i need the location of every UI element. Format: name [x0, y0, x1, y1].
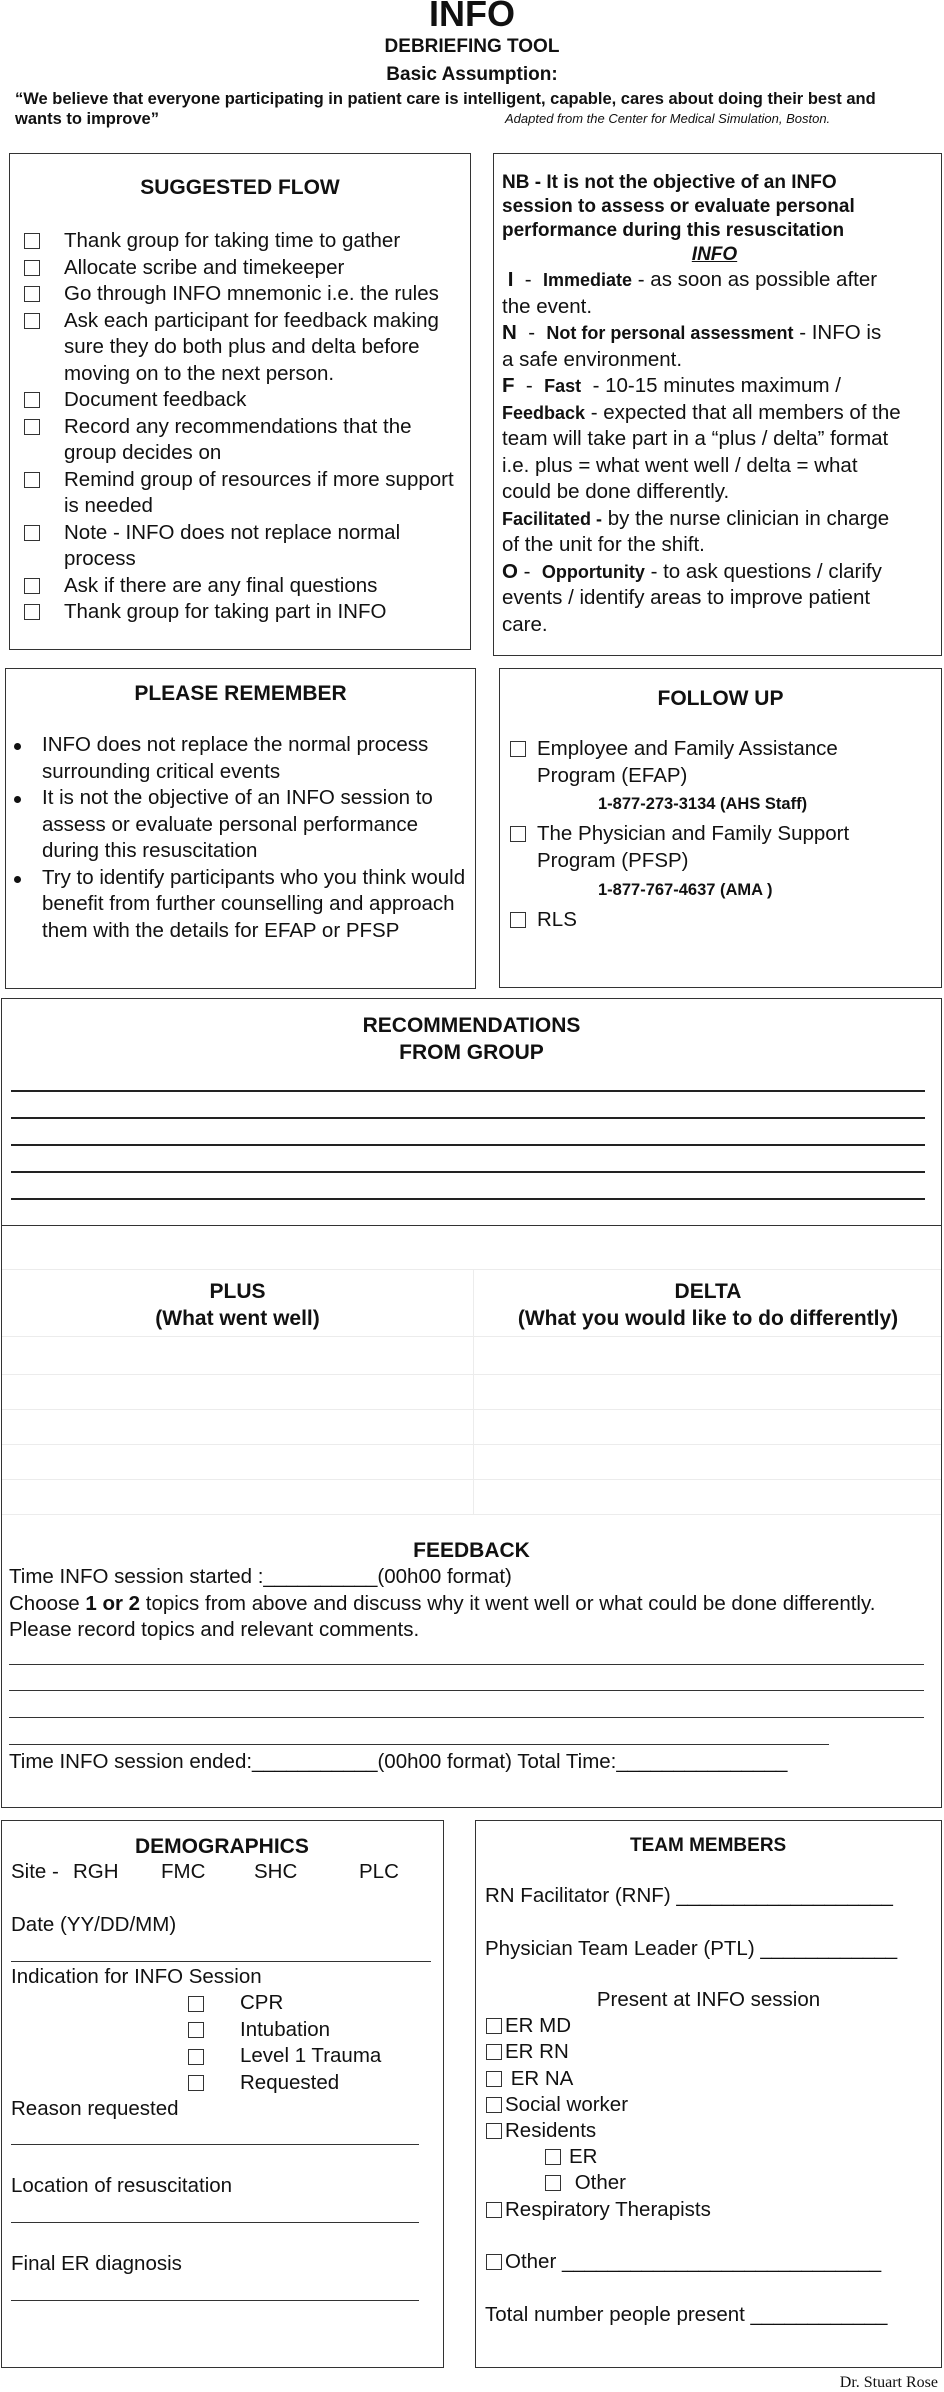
reason-line[interactable]	[11, 2144, 419, 2145]
role-option: Residents	[505, 2119, 597, 2142]
remember-bullet: INFO does not replace the normal process surrounding critical events	[14, 732, 467, 785]
checkbox[interactable]	[510, 741, 526, 757]
checkbox[interactable]	[188, 2075, 204, 2091]
info-mnemonic-panel	[493, 153, 942, 656]
remember-bullet: Try to identify participants who you think would benefit from further counselling and approach them with the details for EFAP or PFSP	[14, 865, 467, 945]
please-remember-title: PLEASE REMEMBER	[134, 682, 347, 705]
mnemonic-text: of the unit for the shift.	[502, 533, 705, 556]
role-option: Social worker	[505, 2093, 629, 2116]
flow-item: Remind group of resources if more support is needed	[24, 467, 462, 520]
checkbox[interactable]	[24, 419, 40, 435]
flow-item: Record any recommendations that the group decides on	[24, 414, 462, 467]
mnemonic-text: i.e. plus = what went well / delta = what	[502, 453, 858, 477]
rn-facilitator-field[interactable]: RN Facilitator (RNF) ___________________	[485, 1884, 893, 1907]
nb-line: NB - It is not the objective of an INFO	[502, 172, 837, 193]
checkbox[interactable]	[24, 392, 40, 408]
date-label: Date (YY/DD/MM)	[11, 1913, 177, 1936]
flow-item: Go through INFO mnemonic i.e. the rules	[24, 281, 462, 308]
checkbox[interactable]	[510, 912, 526, 928]
demographics-title: DEMOGRAPHICS	[135, 1835, 309, 1858]
delta-column-header: DELTA (What you would like to do differently)	[517, 1280, 899, 1330]
mnemonic-text: a safe environment.	[502, 347, 683, 371]
checkbox[interactable]	[188, 2022, 204, 2038]
resident-type-option: Other	[569, 2171, 626, 2194]
flow-item: Thank group for taking time to gather	[24, 228, 462, 255]
site-option[interactable]: PLC	[359, 1860, 399, 1883]
checkbox[interactable]	[486, 2097, 502, 2113]
please-remember-panel	[5, 668, 476, 989]
mnemonic-text: team will take part in a “plus / delta” format	[502, 427, 889, 450]
date-line[interactable]	[11, 1961, 431, 1962]
flow-item: Ask each participant for feedback making sure they do both plus and delta before moving on to the next person.	[24, 308, 462, 388]
basic-assumption-label: Basic Assumption:	[386, 64, 558, 85]
comment-line[interactable]	[9, 1744, 829, 1745]
total-present-field[interactable]: Total number people present ____________	[485, 2303, 888, 2326]
present-label: Present at INFO session	[596, 1988, 821, 2011]
role-option: Respiratory Therapists	[505, 2198, 711, 2221]
efap-label: Employee and Family Assistance Program (EFAP)	[537, 737, 838, 787]
feedback-title: FEEDBACK	[413, 1539, 530, 1562]
checkbox[interactable]	[510, 826, 526, 842]
write-line[interactable]	[11, 1171, 925, 1173]
diagnosis-label: Final ER diagnosis	[11, 2252, 182, 2275]
mnemonic-f: F - Fast - 10-15 minutes maximum /	[502, 374, 841, 397]
checkbox[interactable]	[188, 1996, 204, 2012]
role-option: ER RN	[505, 2040, 569, 2063]
mnemonic-o: O - Opportunity - to ask questions / clarify	[502, 559, 882, 583]
checkbox[interactable]	[24, 578, 40, 594]
assumption-source: Adapted from the Center for Medical Simulation, Boston.	[505, 111, 831, 126]
remember-bullet: It is not the objective of an INFO session to assess or evaluate personal performance during this resuscitation	[14, 785, 467, 865]
diagnosis-line[interactable]	[11, 2300, 419, 2301]
team-members-panel	[475, 1820, 942, 2368]
page-subtitle: DEBRIEFING TOOL	[384, 36, 560, 57]
author-credit: Dr. Stuart Rose	[839, 2374, 938, 2391]
nb-line: session to assess or evaluate personal	[502, 196, 855, 217]
feedback-instruction: Please record topics and relevant comments.	[9, 1618, 420, 1641]
indication-option: CPR	[240, 1991, 284, 2014]
indication-option: Requested	[240, 2071, 340, 2094]
checkbox[interactable]	[24, 260, 40, 276]
location-line[interactable]	[11, 2222, 419, 2223]
mnemonic-facilitated: Facilitated - by the nurse clinician in charge	[502, 506, 890, 530]
flow-item: Document feedback	[24, 387, 462, 414]
checkbox[interactable]	[545, 2149, 561, 2165]
reason-label: Reason requested	[11, 2097, 179, 2120]
checkbox[interactable]	[486, 2044, 502, 2060]
flow-item: Thank group for taking part in INFO	[24, 599, 462, 626]
write-line[interactable]	[11, 1117, 925, 1119]
demographics-panel	[1, 1820, 444, 2368]
checkbox[interactable]	[486, 2123, 502, 2139]
section-divider	[2, 1225, 941, 1226]
nb-line: performance during this resuscitation	[502, 220, 845, 241]
flow-item: Allocate scribe and timekeeper	[24, 255, 462, 282]
mnemonic-text: the event.	[502, 294, 593, 318]
resident-type-option: ER	[569, 2145, 598, 2168]
rls-label: RLS	[537, 908, 577, 931]
pfsp-phone: 1-877-767-4637 (AMA )	[598, 881, 773, 899]
suggested-flow-title: SUGGESTED FLOW	[140, 176, 340, 199]
comment-line[interactable]	[9, 1690, 924, 1691]
mnemonic-feedback: Feedback - expected that all members of the	[502, 400, 901, 424]
site-row: Site -	[11, 1860, 59, 1883]
comment-line[interactable]	[9, 1664, 924, 1665]
session-start-field[interactable]: Time INFO session started :__________(00h00 format)	[9, 1565, 512, 1588]
role-option: ER MD	[505, 2014, 572, 2037]
pfsp-label: The Physician and Family Support Program (PFSP)	[537, 822, 850, 872]
mnemonic-text: could be done differently.	[502, 480, 730, 503]
physician-leader-field[interactable]: Physician Team Leader (PTL) ____________	[485, 1937, 898, 1960]
site-option[interactable]: SHC	[254, 1860, 298, 1883]
suggested-flow-panel	[9, 153, 471, 650]
site-option[interactable]: RGH	[73, 1860, 119, 1883]
checkbox[interactable]	[486, 2202, 502, 2218]
checkbox[interactable]	[486, 2071, 502, 2087]
mnemonic-i: I - Immediate - as soon as possible after	[507, 268, 878, 291]
follow-up-panel	[499, 668, 942, 988]
indication-option: Intubation	[240, 2018, 331, 2041]
recommendations-panel	[1, 998, 942, 1808]
info-panel-body	[502, 171, 927, 638]
mnemonic-text: care.	[502, 612, 548, 636]
info-heading: INFO	[691, 244, 738, 265]
checkbox[interactable]	[486, 2254, 502, 2270]
write-line[interactable]	[11, 1144, 925, 1146]
checkbox[interactable]	[24, 472, 40, 488]
follow-up-title: FOLLOW UP	[657, 687, 784, 710]
team-members-title: TEAM MEMBERS	[630, 1835, 787, 1856]
checkbox[interactable]	[545, 2175, 561, 2191]
comment-line[interactable]	[9, 1717, 924, 1718]
mnemonic-text: events / identify areas to improve patient	[502, 586, 871, 609]
checkbox[interactable]	[24, 604, 40, 620]
assumption-line-1: “We believe that everyone participating in patient care is intelligent, capable, cares about doing their best and	[15, 90, 876, 108]
indication-label: Indication for INFO Session	[11, 1965, 262, 1988]
session-end-field[interactable]: Time INFO session ended:___________(00h00 format) Total Time:_______________	[9, 1750, 788, 1773]
page-title: INFO	[429, 0, 515, 34]
site-option[interactable]: FMC	[161, 1860, 206, 1883]
mnemonic-n: N - Not for personal assessment - INFO is	[502, 321, 882, 344]
flow-item: Note - INFO does not replace normal process	[24, 520, 462, 573]
write-line[interactable]	[11, 1090, 925, 1092]
location-label: Location of resuscitation	[11, 2174, 233, 2197]
checkbox[interactable]	[24, 313, 40, 329]
plus-column-header: PLUS (What went well)	[155, 1280, 320, 1330]
flow-item: Ask if there are any final questions	[24, 573, 462, 600]
checkbox[interactable]	[486, 2018, 502, 2034]
efap-phone: 1-877-273-3134 (AHS Staff)	[598, 795, 808, 813]
checkbox[interactable]	[24, 233, 40, 249]
feedback-body	[9, 1564, 875, 1644]
feedback-instruction: Choose 1 or 2 topics from above and discuss why it went well or what could be done differently.	[9, 1591, 876, 1615]
checkbox[interactable]	[188, 2049, 204, 2065]
assumption-line-2: wants to improve”	[15, 110, 159, 128]
recommendations-title: RECOMMENDATIONS FROM GROUP	[362, 1014, 581, 1064]
checkbox[interactable]	[24, 286, 40, 302]
checkbox[interactable]	[24, 525, 40, 541]
indication-option: Level 1 Trauma	[240, 2044, 382, 2067]
write-line[interactable]	[11, 1198, 925, 1200]
role-option: ER NA	[505, 2067, 574, 2090]
other-role-field[interactable]: Other ____________________________	[505, 2250, 882, 2273]
